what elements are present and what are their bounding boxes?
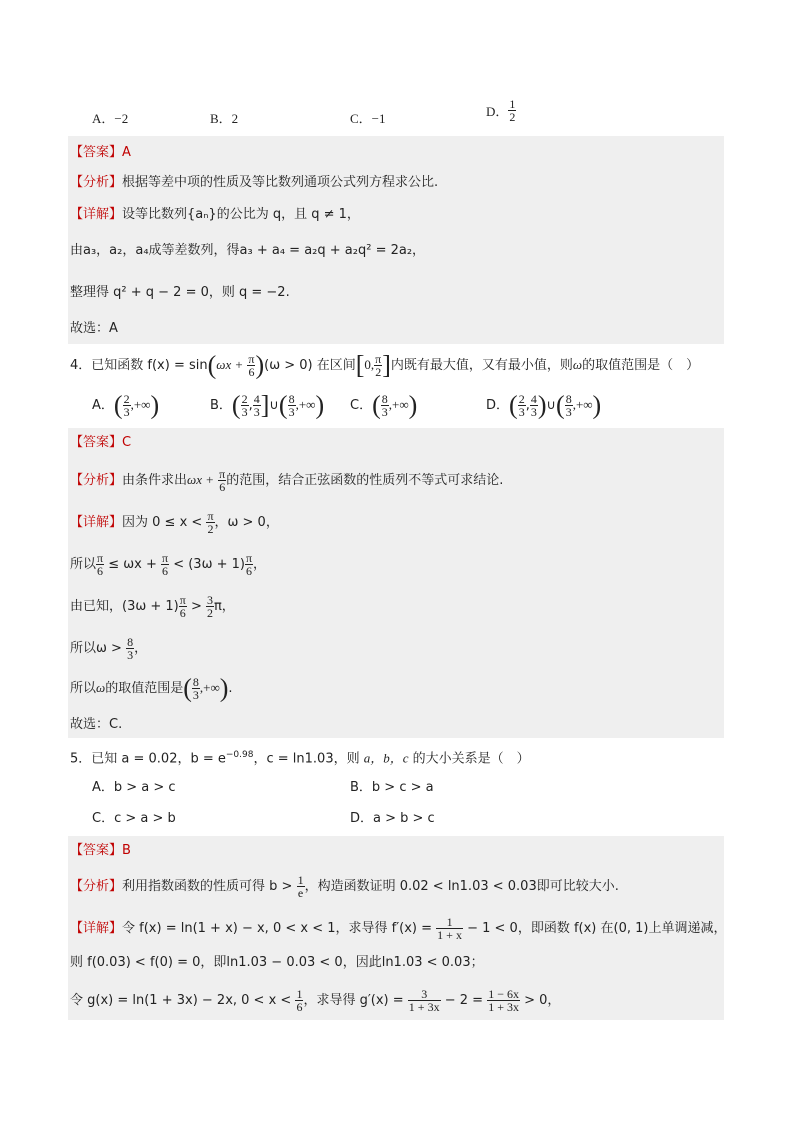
q3-detail-3: 整理得 q² + q − 2 = 0，则 q = −2. xyxy=(70,285,290,300)
q4-detail-4: 所以ω > $\frac{8}{3}$ ， xyxy=(70,635,148,662)
q3-answer: 【答案】A xyxy=(70,145,131,160)
q4-option-b: B．( $\frac{2}{3}$ , $\frac{4}{3}$ ]∪( $\frac{8}{3}$ ,+∞) xyxy=(210,390,325,420)
q5-detail-1: 【详解】令 f(x) = ln(1 + x) − x, 0 < x < 1，求导得 f′(x) = $\frac{1}{1 + x}$ − 1 < 0，即函数 f(x) 在(0, 1)上单调递减， xyxy=(70,915,727,942)
q5-stem: 5．已知 a = 0.02，$b = e^{-0.98}$，c = ln1.03，则 a，b，c 的大小关系是（ ） xyxy=(70,750,530,767)
q3-detail-2: 由a₃，a₂，a₄成等差数列，得a₃ + a₄ = a₂q + a₂q² = 2a₂， xyxy=(70,243,426,258)
q4-detail-3: 由已知，(3ω + 1) $\frac{\pi}{6}$ > $\frac{3}{2}$ π， xyxy=(70,593,235,620)
q3-option-b: B．2 xyxy=(210,111,239,126)
q3-option-d-fraction: $\frac{1}{2}$ xyxy=(509,97,516,124)
q4-analysis: 【分析】由条件求出ωx + $\frac{\pi}{6}$ 的范围，结合正弦函数的性质列不等式可求结论. xyxy=(70,467,504,494)
q3-detail-1: 【详解】设等比数列{aₙ}的公比为 q，且 q ≠ 1， xyxy=(70,207,360,222)
q5-option-a: A．b > a > c xyxy=(92,780,176,795)
q3-option-d xyxy=(486,98,516,123)
q4-stem: 4．已知函数 f(x) = sin(ωx + $\frac{\pi}{6}$ )(ω > 0) 在区间[0, $\frac{\pi}{2}$ ]内既有最大值，又有最小值，则ω的取值范围是（ ） xyxy=(70,350,700,380)
q3-option-d-label: D． xyxy=(486,104,509,119)
q5-answer: 【答案】B xyxy=(70,843,131,858)
q5-detail-3: 令 g(x) = ln(1 + 3x) − 2x, 0 < x < $\frac{1}{6}$ ，求导得 g′(x) = $\frac{3}{1 + 3x}$ − 2 = $\frac{1 - 6x}{1 + 3x}$ > 0， xyxy=(70,987,561,1014)
q4-answer: 【答案】C xyxy=(70,435,132,450)
q5-option-b: B．b > c > a xyxy=(350,780,434,795)
q4-option-d: D．( $\frac{2}{3}$ , $\frac{4}{3}$ )∪( $\frac{8}{3}$ ,+∞) xyxy=(486,390,602,420)
q5-option-c: C．c > a > b xyxy=(92,811,176,826)
q4-detail-2: 所以 $\frac{\pi}{6}$ ≤ ωx + $\frac{\pi}{6}$ < (3ω + 1) $\frac{\pi}{6}$ ， xyxy=(70,551,267,578)
q5-analysis: 【分析】利用指数函数的性质可得 b > $\frac{1}{e}$ ，构造函数证明 0.02 < ln1.03 < 0.03即可比较大小. xyxy=(70,873,619,900)
q5-detail-2: 则 f(0.03) < f(0) = 0，即ln1.03 − 0.03 < 0，因此ln1.03 < 0.03； xyxy=(70,955,484,970)
q4-option-a: A．( $\frac{2}{3}$ ,+∞) xyxy=(92,390,160,420)
q3-option-c: C．−1 xyxy=(350,111,386,126)
q3-choose: 故选：A xyxy=(70,321,118,336)
q4-choose: 故选：C. xyxy=(70,717,123,732)
q3-option-a: A．−2 xyxy=(92,111,129,126)
q4-detail-5: 所以ω的取值范围是( $\frac{8}{3}$ ,+∞). xyxy=(70,673,233,703)
q4-option-c: C．( $\frac{8}{3}$ ,+∞) xyxy=(350,390,418,420)
q5-option-d: D．a > b > c xyxy=(350,811,435,826)
q4-detail-1: 【详解】因为 0 ≤ x < $\frac{\pi}{2}$ ，ω > 0， xyxy=(70,509,279,536)
q3-analysis: 【分析】根据等差中项的性质及等比数列通项公式列方程求公比. xyxy=(70,175,439,190)
